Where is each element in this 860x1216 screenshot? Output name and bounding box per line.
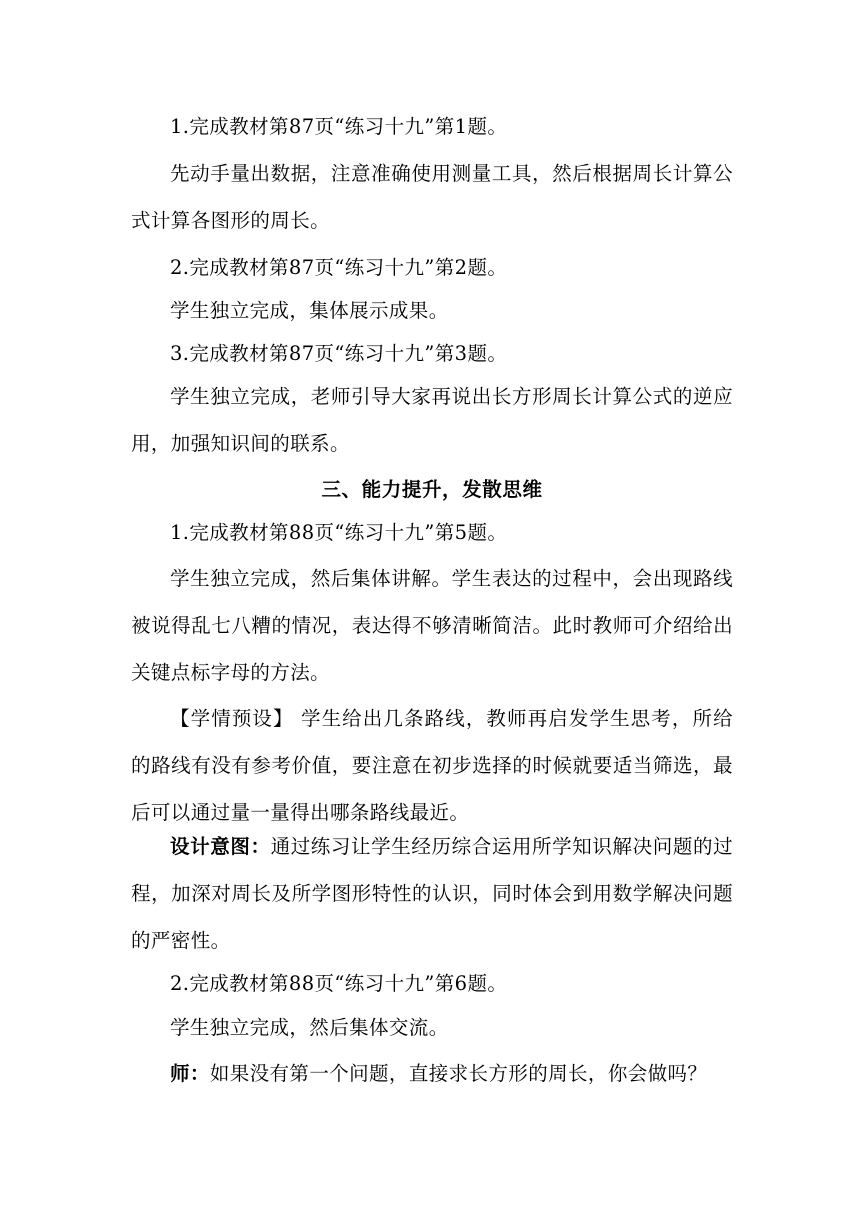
paragraph-exercise-3 <box>131 330 733 377</box>
paragraph-teacher-question <box>131 1050 733 1097</box>
paragraph-group-explain <box>131 555 733 696</box>
paragraph-text: 学生独立完成，然后集体讲解。学生表达的过程中，会出现路线被说得乱七八糟的情况，表达得不够清晰简洁。此时教师可介绍给出关键点标字母的方法。 <box>131 567 733 684</box>
paragraph-text: 学生独立完成，老师引导大家再说出长方形周长计算公式的逆应用，加强知识间的联系。 <box>131 385 733 455</box>
paragraph-exercise-2 <box>131 244 733 291</box>
paragraph-design-intent <box>131 823 733 964</box>
paragraph-text: 1.完成教材第87页“练习十九”第1题。 <box>170 115 508 138</box>
paragraph-text: 1.完成教材第88页“练习十九”第5题。 <box>170 521 508 544</box>
paragraph-text: 通过练习让学生经历综合运用所学知识解决问题的过程，加深对周长及所学图形特性的认识，同时体会到用数学解决问题的严密性。 <box>131 835 733 952</box>
paragraph-text: 2.完成教材第88页“练习十九”第6题。 <box>170 972 508 995</box>
section-heading <box>131 466 733 513</box>
paragraph-group-exchange <box>131 1004 733 1051</box>
paragraph-learning-preset <box>131 695 733 836</box>
paragraph-exercise-5 <box>131 509 733 556</box>
paragraph-text: 如果没有第一个问题，直接求长方形的周长，你会做吗？ <box>209 1062 708 1085</box>
paragraph-measure <box>131 150 733 244</box>
paragraph-exercise-1 <box>131 103 733 150</box>
paragraph-text: 学生独立完成，然后集体交流。 <box>170 1016 449 1039</box>
paragraph-text: 3.完成教材第87页“练习十九”第3题。 <box>170 342 508 365</box>
paragraph-exercise-6 <box>131 960 733 1007</box>
paragraph-label: 师： <box>170 1062 210 1085</box>
paragraph-text: 先动手量出数据，注意准确使用测量工具，然后根据周长计算公式计算各图形的周长。 <box>131 162 733 232</box>
paragraph-text: 学生给出几条路线，教师再启发学生思考，所给的路线有没有参考价值，要注意在初步选择的时候就要适当筛选，最后可以通过量一量得出哪条路线最近。 <box>131 707 734 824</box>
paragraph-inverse-application <box>131 373 733 467</box>
paragraph-label: 设计意图： <box>170 835 271 858</box>
paragraph-label: 【学情预设】 <box>170 707 294 730</box>
paragraph-independent-show <box>131 287 733 334</box>
paragraph-text: 2.完成教材第87页“练习十九”第2题。 <box>170 256 508 279</box>
section-heading-text: 三、能力提升，发散思维 <box>321 478 543 501</box>
paragraph-text: 学生独立完成，集体展示成果。 <box>170 299 449 322</box>
